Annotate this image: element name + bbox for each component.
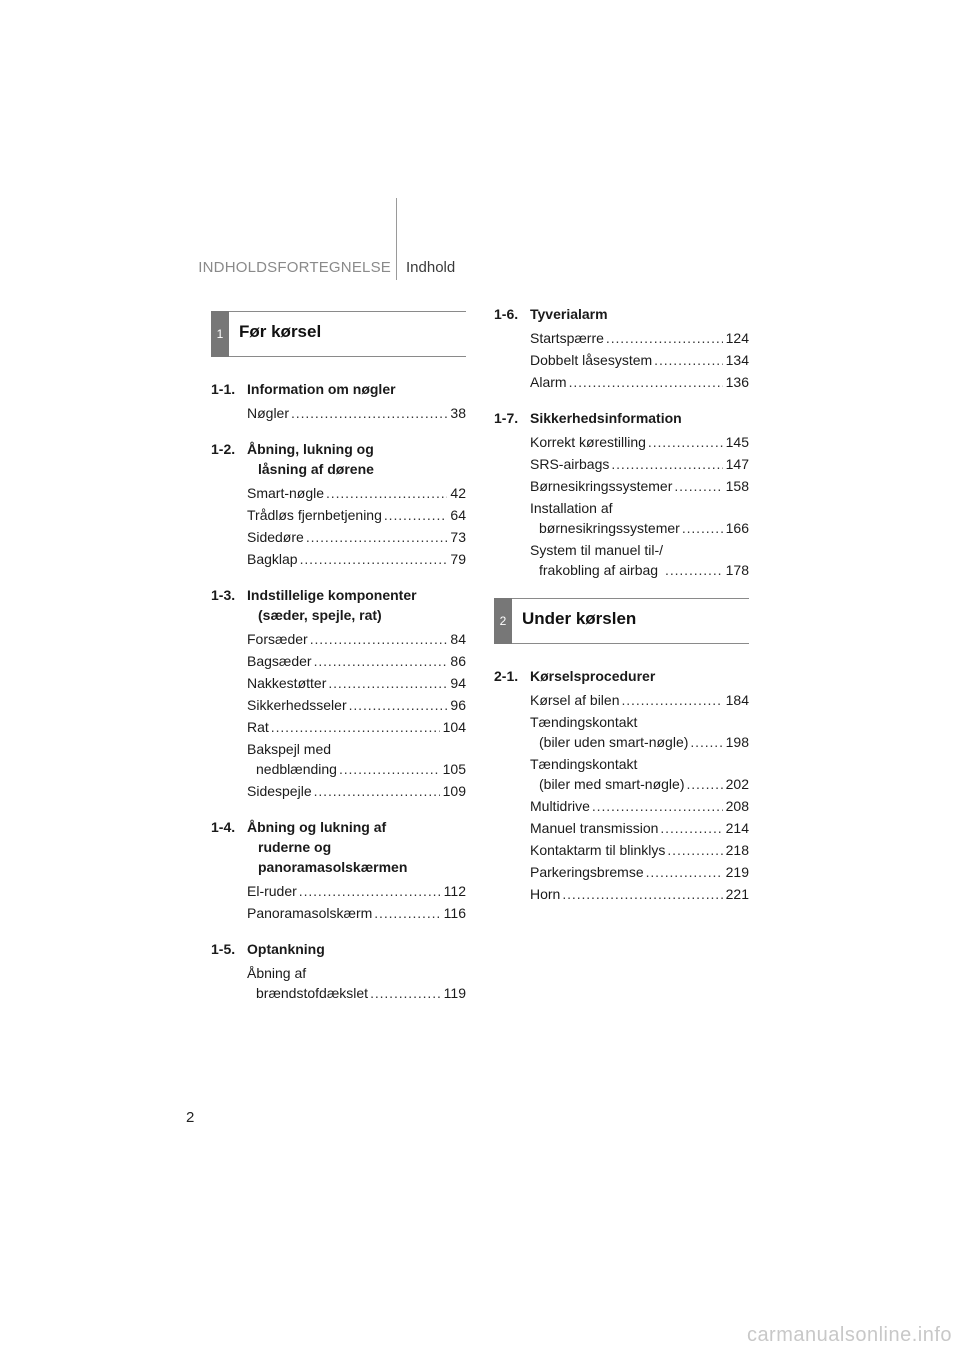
toc-entry[interactable] <box>494 454 749 474</box>
toc-group <box>211 439 466 569</box>
toc-group-title <box>247 379 466 399</box>
toc-entry-label-line: Manuel transmission <box>530 820 659 836</box>
toc-entry[interactable] <box>494 372 749 392</box>
toc-entry-label-line: El-ruder <box>247 883 297 899</box>
toc-entry-label <box>247 651 312 671</box>
dot-leader <box>606 328 723 348</box>
section-header-2 <box>494 598 749 644</box>
toc-group-title-line: Åbning, lukning og <box>247 441 374 457</box>
dot-leader <box>328 673 447 693</box>
toc-entry-page: 208 <box>725 798 749 814</box>
toc-entry[interactable] <box>494 328 749 348</box>
toc-entry-label-line: Dobbelt låsesystem <box>530 352 653 368</box>
dot-leader <box>611 454 722 474</box>
toc-entry-label-line: Bakspejl med <box>247 741 332 757</box>
toc-group-number: 1-4. <box>211 819 236 835</box>
toc-entry-page: 218 <box>725 842 749 858</box>
toc-entry[interactable] <box>211 963 466 1003</box>
toc-entry-label <box>247 403 289 423</box>
toc-entry-label <box>530 840 665 860</box>
dot-leader <box>660 818 722 838</box>
toc-entry-label-line: Bagklap <box>247 551 298 567</box>
toc-entry-label-line: Sikkerhedsseler <box>247 697 347 713</box>
toc-group-heading <box>211 379 466 399</box>
header-section-label: INDHOLDSFORTEGNELSE <box>198 259 391 276</box>
toc-entry-label <box>530 432 646 452</box>
toc-entry-page: 119 <box>443 985 466 1001</box>
toc-entry-page: 136 <box>725 374 749 390</box>
toc-entry-label-line: Forsæder <box>247 631 308 647</box>
toc-group-title-line: ruderne og <box>258 839 332 855</box>
toc-entry[interactable] <box>211 781 466 801</box>
toc-entry[interactable] <box>211 651 466 671</box>
toc-entry-label-line: Panoramasolskærm <box>247 905 373 921</box>
toc-entry-label-line: Horn <box>530 886 561 902</box>
toc-entry[interactable] <box>211 673 466 693</box>
toc-entry-label-line: Tændingskontakt <box>530 714 638 730</box>
toc-entry[interactable] <box>211 881 466 901</box>
watermark-footer: carmanualsonline.info <box>746 1324 952 1346</box>
toc-group <box>494 304 749 392</box>
toc-entry-page: 96 <box>450 697 466 713</box>
toc-entry-label-line: Smart-nøgle <box>247 485 325 501</box>
toc-entry[interactable] <box>211 403 466 423</box>
toc-entry-page: 147 <box>725 456 749 472</box>
dot-leader <box>674 476 722 496</box>
dot-leader <box>569 372 723 392</box>
toc-entry[interactable] <box>211 483 466 503</box>
toc-entry-label-line: (biler med smart-nøgle) <box>539 776 685 792</box>
toc-entry-label <box>247 549 298 569</box>
toc-entry-label-line: Nøgler <box>247 405 290 421</box>
dot-leader <box>299 881 441 901</box>
toc-entry-page: 178 <box>725 562 749 578</box>
toc-entry-label <box>530 796 590 816</box>
toc-entry-page: 221 <box>725 886 749 902</box>
dot-leader <box>667 840 722 860</box>
toc-entry[interactable] <box>494 712 749 752</box>
toc-entry-label <box>530 884 560 904</box>
right-groups-top <box>494 304 749 580</box>
toc-group-number: 1-3. <box>211 587 236 603</box>
toc-entry-label-line: Alarm <box>530 374 567 390</box>
right-groups-bottom <box>494 666 749 904</box>
dot-leader <box>621 690 722 710</box>
toc-entry-label-line: Korrekt kørestilling <box>530 434 646 450</box>
section-header-1 <box>211 311 466 357</box>
toc-group-title-line: panoramasolskærmen <box>258 859 408 875</box>
toc-entry-label <box>530 372 567 392</box>
toc-entry-page: 94 <box>450 675 466 691</box>
dot-leader <box>682 518 723 538</box>
toc-entry[interactable] <box>494 840 749 860</box>
toc-entry-page: 42 <box>450 485 466 501</box>
dot-leader <box>654 350 722 370</box>
toc-group-heading <box>494 408 749 428</box>
toc-entry[interactable] <box>211 505 466 525</box>
toc-entry[interactable] <box>494 818 749 838</box>
section-number: 2 <box>494 598 512 644</box>
toc-entry-label <box>247 881 297 901</box>
toc-group <box>211 939 466 1003</box>
toc-entry-label-line: System til manuel til-/ <box>530 542 664 558</box>
toc-entry[interactable] <box>494 754 749 794</box>
dot-leader <box>384 505 448 525</box>
toc-entry-page: 214 <box>725 820 749 836</box>
toc-entry[interactable] <box>211 903 466 923</box>
dot-leader <box>646 862 723 882</box>
toc-entry-label-line: Trådløs fjernbetjening <box>247 507 382 523</box>
toc-group-title <box>530 408 749 428</box>
toc-entry-label-line: Børnesikringssystemer <box>530 478 673 494</box>
toc-group-title-line: Indstillelige komponenter <box>247 587 417 603</box>
dot-leader <box>686 774 722 794</box>
section-title: Under kørslen <box>522 609 637 628</box>
toc-entry-label-line: brændstofdækslet <box>256 985 369 1001</box>
toc-group-number: 1-5. <box>211 941 236 957</box>
toc-entry-page: 38 <box>450 405 466 421</box>
left-column <box>211 311 466 1019</box>
toc-entry[interactable] <box>211 527 466 547</box>
toc-entry[interactable] <box>494 540 749 580</box>
toc-entry-label <box>530 476 672 496</box>
toc-entry-label <box>530 350 652 370</box>
toc-entry-label <box>247 739 337 779</box>
section-title: Før kørsel <box>239 322 322 341</box>
toc-group-heading <box>211 817 466 877</box>
toc-entry-label <box>530 712 688 752</box>
toc-entry[interactable] <box>494 862 749 882</box>
toc-entry-page: 184 <box>725 692 749 708</box>
toc-entry[interactable] <box>494 476 749 496</box>
toc-entry-label <box>247 903 372 923</box>
toc-entry-label-line: SRS-airbags <box>530 456 610 472</box>
toc-entry-page: 79 <box>450 551 466 567</box>
dot-leader <box>314 651 448 671</box>
toc-entry-page: 86 <box>450 653 466 669</box>
toc-group-heading <box>494 304 749 324</box>
toc-entry-label <box>247 629 308 649</box>
toc-entry[interactable] <box>494 884 749 904</box>
toc-group-title-line: Optankning <box>247 941 325 957</box>
toc-group-title <box>530 666 749 686</box>
toc-entry[interactable] <box>494 690 749 710</box>
toc-entry-label-line: Sidedøre <box>247 529 304 545</box>
dot-leader <box>306 527 448 547</box>
toc-entry-page: 84 <box>450 631 466 647</box>
dot-leader <box>339 759 440 779</box>
toc-group-title <box>247 817 466 877</box>
toc-group-title-line: (sæder, spejle, rat) <box>258 607 382 623</box>
toc-entry[interactable] <box>211 739 466 779</box>
toc-group-number: 2-1. <box>494 668 519 684</box>
toc-entry-label <box>530 690 619 710</box>
toc-group-heading <box>211 439 466 479</box>
toc-group-title-line: Tyverialarm <box>530 306 608 322</box>
toc-entry[interactable] <box>211 695 466 715</box>
toc-entry-page: 158 <box>725 478 749 494</box>
toc-group <box>211 817 466 923</box>
toc-entry-label-line: Rat <box>247 719 269 735</box>
toc-entry-label-line: (biler uden smart-nøgle) <box>539 734 689 750</box>
toc-entry-page: 198 <box>725 734 749 750</box>
dot-leader <box>665 560 723 580</box>
toc-entry-label-line: Bagsæder <box>247 653 312 669</box>
toc-entry-label <box>530 498 680 538</box>
toc-entry-label-line: frakobling af airbag <box>539 562 659 578</box>
toc-entry-label-line: Startspærre <box>530 330 604 346</box>
toc-group <box>211 585 466 801</box>
toc-entry-page: 219 <box>725 864 749 880</box>
toc-entry-label <box>247 963 368 1003</box>
toc-entry-label-line: nedblænding <box>256 761 337 777</box>
toc-entry-label-line: Sidespejle <box>247 783 312 799</box>
dot-leader <box>310 629 448 649</box>
header-title: Indhold <box>406 259 456 276</box>
toc-entry-label <box>247 505 382 525</box>
dot-leader <box>374 903 440 923</box>
page-number: 2 <box>186 1109 195 1126</box>
toc-entry-label <box>247 673 326 693</box>
toc-entry-label-line: Åbning af <box>247 965 307 981</box>
toc-group-number: 1-2. <box>211 441 236 457</box>
toc-entry-label <box>530 540 663 580</box>
toc-entry-page: 202 <box>725 776 749 792</box>
dot-leader <box>326 483 447 503</box>
toc-entry-label <box>530 328 604 348</box>
toc-group-title-line: Kørselsprocedurer <box>530 668 656 684</box>
right-column <box>494 304 749 920</box>
toc-entry-page: 109 <box>442 783 466 799</box>
toc-entry-page: 124 <box>725 330 749 346</box>
toc-entry-page: 116 <box>443 905 466 921</box>
toc-entry-label <box>247 695 347 715</box>
toc-entry-label <box>530 818 658 838</box>
toc-group <box>494 666 749 904</box>
toc-group-title-line: Åbning og lukning af <box>247 819 387 835</box>
toc-group-title-line: Information om nøgler <box>247 381 396 397</box>
dot-leader <box>314 781 440 801</box>
toc-entry-label-line: Tændingskontakt <box>530 756 638 772</box>
toc-entry-label <box>247 527 304 547</box>
toc-entry[interactable] <box>494 432 749 452</box>
toc-entry-label-line: Parkeringsbremse <box>530 864 644 880</box>
toc-entry-label <box>247 717 269 737</box>
left-groups <box>211 379 466 1003</box>
toc-group-title <box>247 585 466 625</box>
toc-group-number: 1-1. <box>211 381 236 397</box>
toc-entry[interactable] <box>211 549 466 569</box>
toc-group-title <box>247 439 466 479</box>
header-divider <box>396 198 397 280</box>
toc-entry-label-line: Nakkestøtter <box>247 675 327 691</box>
toc-entry-page: 104 <box>442 719 466 735</box>
toc-group-title-line: låsning af dørene <box>258 461 374 477</box>
section-number: 1 <box>211 311 229 357</box>
toc-entry-label-line: Installation af <box>530 500 613 516</box>
toc-group <box>211 379 466 423</box>
toc-entry[interactable] <box>494 796 749 816</box>
toc-entry-page: 134 <box>725 352 749 368</box>
toc-entry-label-line: Kontaktarm til blinklys <box>530 842 666 858</box>
toc-group <box>494 408 749 580</box>
toc-group-title <box>530 304 749 324</box>
toc-entry-label <box>247 781 312 801</box>
toc-entry-label-line: Kørsel af bilen <box>530 692 620 708</box>
toc-group-heading <box>211 585 466 625</box>
dot-leader <box>690 732 722 752</box>
toc-group-heading <box>494 666 749 686</box>
toc-entry[interactable] <box>211 717 466 737</box>
toc-entry-page: 64 <box>450 507 466 523</box>
toc-entry-label <box>530 454 609 474</box>
toc-entry-page: 145 <box>725 434 749 450</box>
dot-leader <box>592 796 723 816</box>
toc-entry-page: 105 <box>442 761 466 777</box>
toc-entry[interactable] <box>494 350 749 370</box>
toc-group-title <box>247 939 466 959</box>
toc-entry-label <box>530 862 644 882</box>
toc-entry-label <box>247 483 324 503</box>
toc-entry-page: 73 <box>450 529 466 545</box>
dot-leader <box>370 983 441 1003</box>
toc-entry-label-line: børnesikringssystemer <box>539 520 680 536</box>
dot-leader <box>562 884 722 904</box>
toc-entry-page: 112 <box>443 883 466 899</box>
toc-entry-label-line: Multidrive <box>530 798 590 814</box>
toc-entry-page: 166 <box>725 520 749 536</box>
dot-leader <box>349 695 448 715</box>
toc-group-number: 1-7. <box>494 410 519 426</box>
toc-entry-label <box>530 754 684 794</box>
dot-leader <box>271 717 440 737</box>
dot-leader <box>300 549 448 569</box>
toc-entry[interactable] <box>494 498 749 538</box>
dot-leader <box>291 403 447 423</box>
toc-group-number: 1-6. <box>494 306 519 322</box>
toc-group-title-line: Sikkerhedsinformation <box>530 410 682 426</box>
toc-group-heading <box>211 939 466 959</box>
toc-entry[interactable] <box>211 629 466 649</box>
dot-leader <box>648 432 723 452</box>
